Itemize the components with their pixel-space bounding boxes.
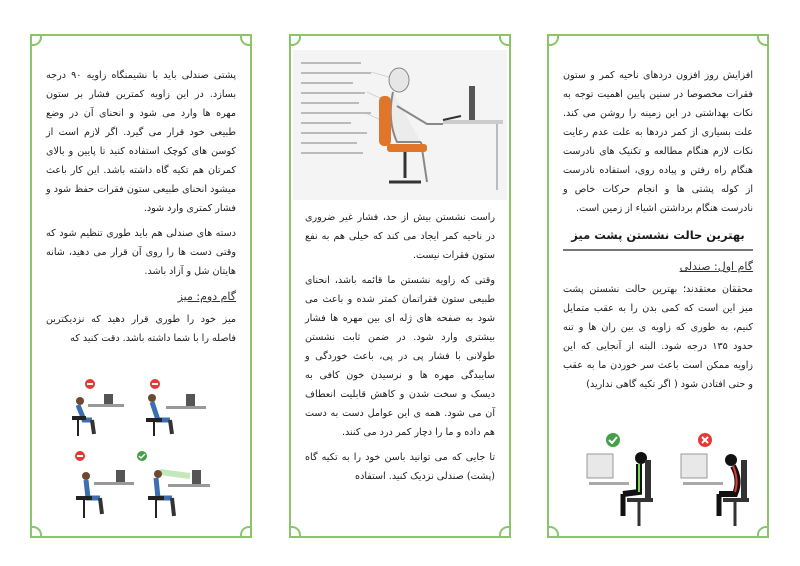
right-paragraph-1: افزایش روز افزون دردهای ناحیه کمر و ستون فقرات مخصوصا در سنین پایین اهمیت توجه به نکات بهداشتی در این زمینه را روشن می کند. علت بسیاری از کمر دردها به علت عدم رعایت نکات لازم هنگام مطالعه و تکنیک های نادرست هنگام راه رفتن و پیاده روی، استفاده نادرست از کوله پشتی ها و انجام حرکات خاص و نادرست هنگام برداشتن اشیاء از زمین است. [563,70,753,214]
middle-text [305,208,495,492]
wrong-posture-2 [146,379,206,436]
correct-sitting [587,433,653,526]
middle-paragraph-1: راست نشستن بیش از حد، فشار غیر ضروری در ناحیه کمر ایجاد می کند که خیلی هم به نفع ستون فقرات نیست. [305,212,495,261]
panel-right [547,34,769,538]
step2-heading: گام دوم: میز [177,290,236,303]
middle-paragraph-2: وقتی که زاویه نشستن ما قائمه باشد، انحنای طبیعی ستون فقراتمان کمتر شده و باعث می شود به صفحه های ژله ای بین مهره ها فشار بیشتری وارد شود. در ضمن ثابت نشستن طولانی با فشار پی در پی، باعث خوردگی و سایبدگی مهره ها و نرسیدن خون کافی به دیسک و سخت شدن و کاهش قابلیت انعطاف آن می شود. همه ی این عوامل دست به دست هم داده و ما را دچار کمر درد می کنند. [305,275,495,438]
wrong-posture-1 [72,379,124,436]
step1-heading: گام اول: صندلی [679,260,753,273]
section-heading: بهترین حالت نشستن پشت میز [563,226,753,251]
right-paragraph-2: محققان معتقدند؛ بهترین حالت نشستن پشت میز این است که کمی بدن را به عقب متمایل کنیم، به طوری که زاویه ی بین ران ها و تنه حدود ۱۳۵ درجه شود. البته از آنجایی که این زاویه ممکن است باعث سر خوردن ما به عقب و حتی افتادن شود ( اگر تکیه گاهی ندارید) [563,284,754,390]
middle-paragraph-3: تا جایی که می توانید باسن خود را به تکیه گاه (پشت) صندلی نزدیک کنید. استفاده [305,452,495,482]
panel-middle [289,34,511,538]
wrong-sitting [681,433,749,526]
correct-posture [137,451,210,518]
wrong-posture-3 [75,451,134,518]
sitting-grid-illustration [68,376,218,526]
ergonomic-diagram [293,50,507,200]
left-text [46,66,236,348]
left-paragraph-3: میز خود را طوری قرار دهید که نزدیکترین فاصله را با شما داشته باشد. دقت کنید که [46,314,236,344]
posture-comparison-illustration [583,432,761,532]
left-paragraph-1: پشتی صندلی باید با نشیمنگاه زاویه ۹۰ درجه بسازد. در این زاویه کمترین فشار بر ستون مهره ها وارد می شود و انحنای آن در وضع طبیعی خود قرار می گیرد. اگر لازم است از کوسن های کوچک استفاده کنید تا پایین و بالای کمرتان هم تکیه گاه داشته باشد. این کار باعث میشود انحنای طبیعی ستون فقرات حفظ شود و فشار کمتری وارد شود. [46,70,236,214]
panel-left [30,34,252,538]
left-paragraph-2: دسته های صندلی هم باید طوری تنظیم شود که وقتی دست ها را روی آن قرار می دهید، شانه هایتان شل و آزاد باشد. [46,228,236,277]
right-text [563,66,753,400]
